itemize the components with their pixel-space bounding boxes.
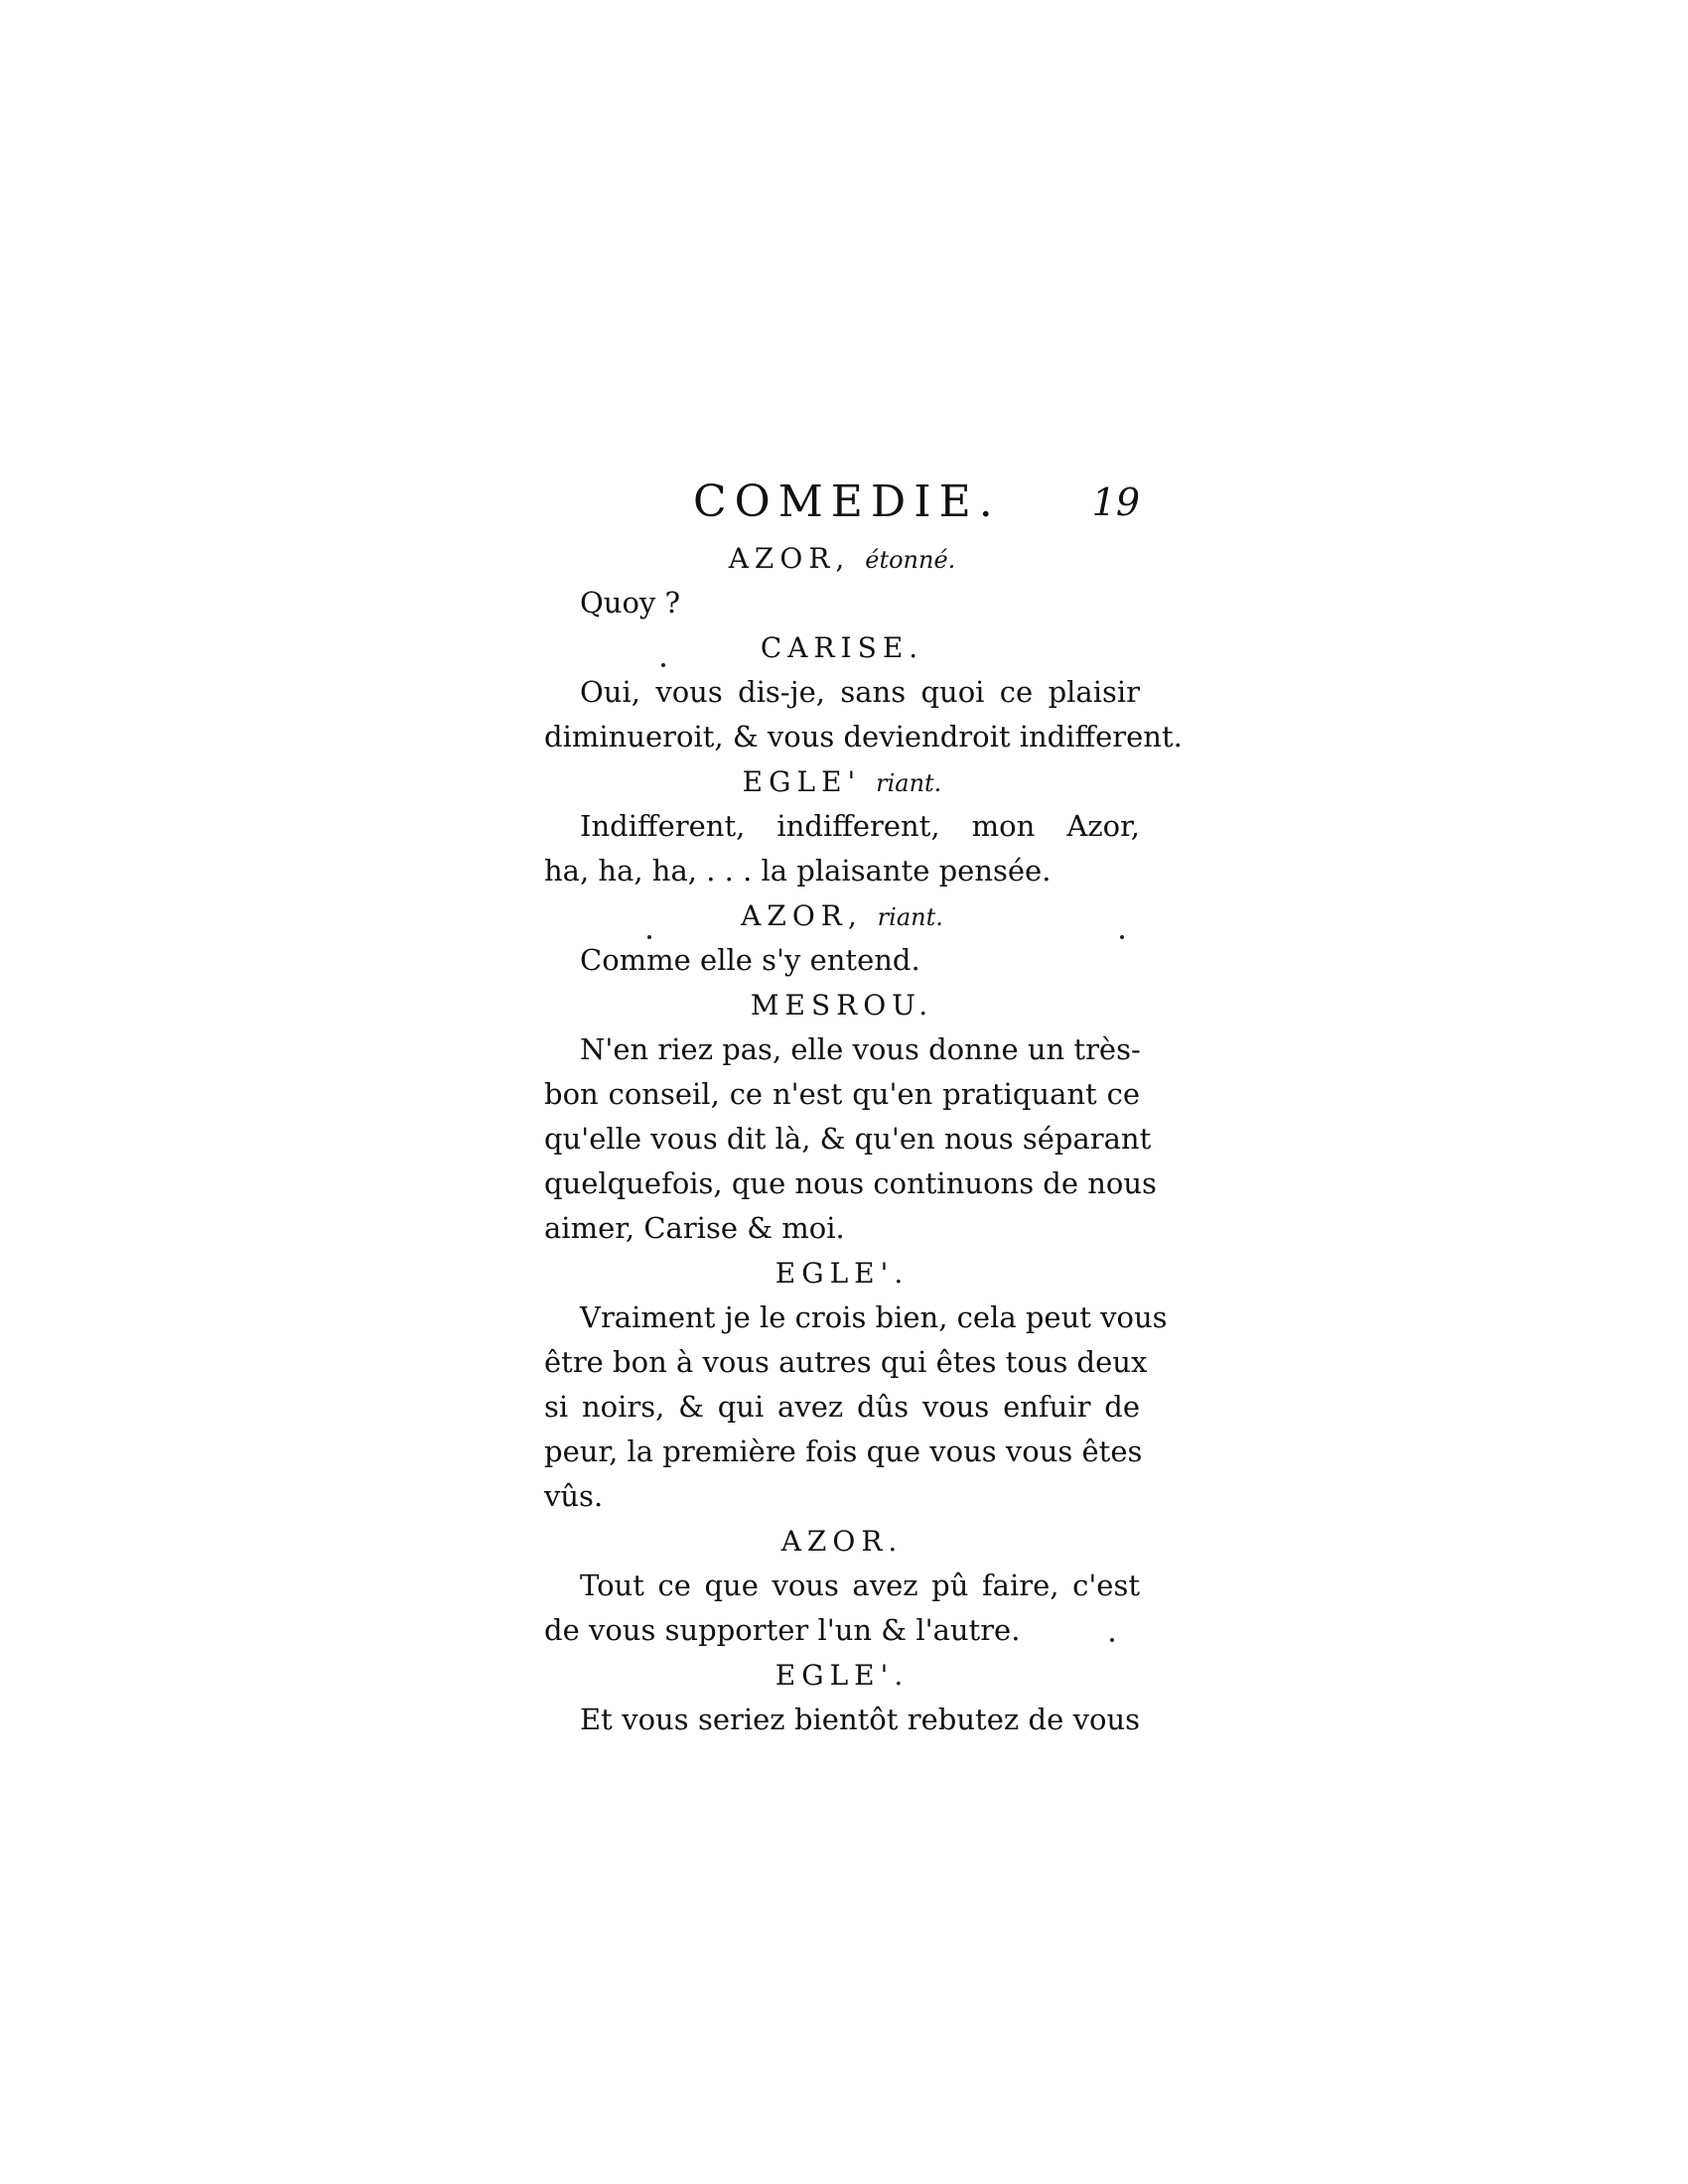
- page-number: 19: [1091, 480, 1140, 524]
- ink-speck: [1110, 1638, 1114, 1642]
- speech-line: Comme elle s'y entend.: [580, 943, 920, 977]
- speech-line: quelquefois, que nous continuons de nous: [544, 1166, 1157, 1200]
- speaker-heading: [544, 1519, 1140, 1564]
- speaker-heading: [544, 983, 1140, 1027]
- speech-line: Indifferent, indifferent, mon Azor,: [580, 809, 1140, 843]
- stage-direction: étonné.: [865, 546, 956, 574]
- speaker-name: AZOR,: [728, 542, 851, 575]
- speaker-heading: [544, 759, 1140, 804]
- speech-line: être bon à vous autres qui êtes tous deux: [544, 1345, 1148, 1379]
- text-block: [544, 467, 1183, 1742]
- ink-speck: [1120, 935, 1124, 939]
- stage-direction: riant.: [876, 769, 942, 797]
- speech-line: ha, ha, ha, . . . la plaisante pensée.: [544, 854, 1052, 887]
- speaker-name: EGLE'.: [774, 1257, 910, 1290]
- speech-line: Et vous seriez bientôt rebutez de vous: [580, 1703, 1140, 1736]
- speaker-heading: [544, 536, 1140, 581]
- speaker-name: CARISE.: [760, 631, 924, 664]
- speech-line: N'en riez pas, elle vous donne un très-: [580, 1032, 1141, 1066]
- speech-line: bon conseil, ce n'est qu'en pratiquant ce: [544, 1077, 1140, 1111]
- speaker-heading: [544, 893, 1140, 938]
- speaker-name: AZOR,: [741, 899, 863, 932]
- speaker-heading: [544, 1653, 1140, 1698]
- speaker-heading: [544, 1251, 1140, 1296]
- dialogue-lines: [544, 536, 1183, 1742]
- speech-line: diminueroit, & vous deviendroit indifferent.: [544, 720, 1183, 753]
- ink-speck: [647, 935, 651, 939]
- speech-line: si noirs, & qui avez dûs vous enfuir de: [544, 1390, 1140, 1424]
- speaker-name: EGLE'.: [774, 1659, 910, 1692]
- speech-line: Vraiment je le crois bien, cela peut vous: [580, 1300, 1168, 1334]
- page-header: [544, 467, 1140, 536]
- speaker-heading: [544, 625, 1140, 670]
- speaker-name: MESROU.: [750, 989, 934, 1022]
- stage-direction: riant.: [877, 903, 943, 931]
- speech-line: Tout ce que vous avez pû faire, c'est: [580, 1569, 1140, 1602]
- speaker-name: AZOR.: [780, 1525, 904, 1558]
- speech-line: de vous supporter l'un & l'autre.: [544, 1613, 1021, 1647]
- speech-line: aimer, Carise & moi.: [544, 1211, 845, 1245]
- speech-line: vûs.: [544, 1479, 604, 1513]
- ink-speck: [661, 663, 665, 667]
- speech-line: qu'elle vous dit là, & qu'en nous séparant: [544, 1122, 1152, 1156]
- running-title: COMEDIE.: [693, 477, 1001, 527]
- speech-line: Oui, vous dis-je, sans quoi ce plaisir: [580, 675, 1140, 709]
- speech-line: Quoy ?: [580, 586, 681, 619]
- speech-line: peur, la première fois que vous vous êtes: [544, 1434, 1143, 1468]
- speaker-name: EGLE': [742, 765, 862, 798]
